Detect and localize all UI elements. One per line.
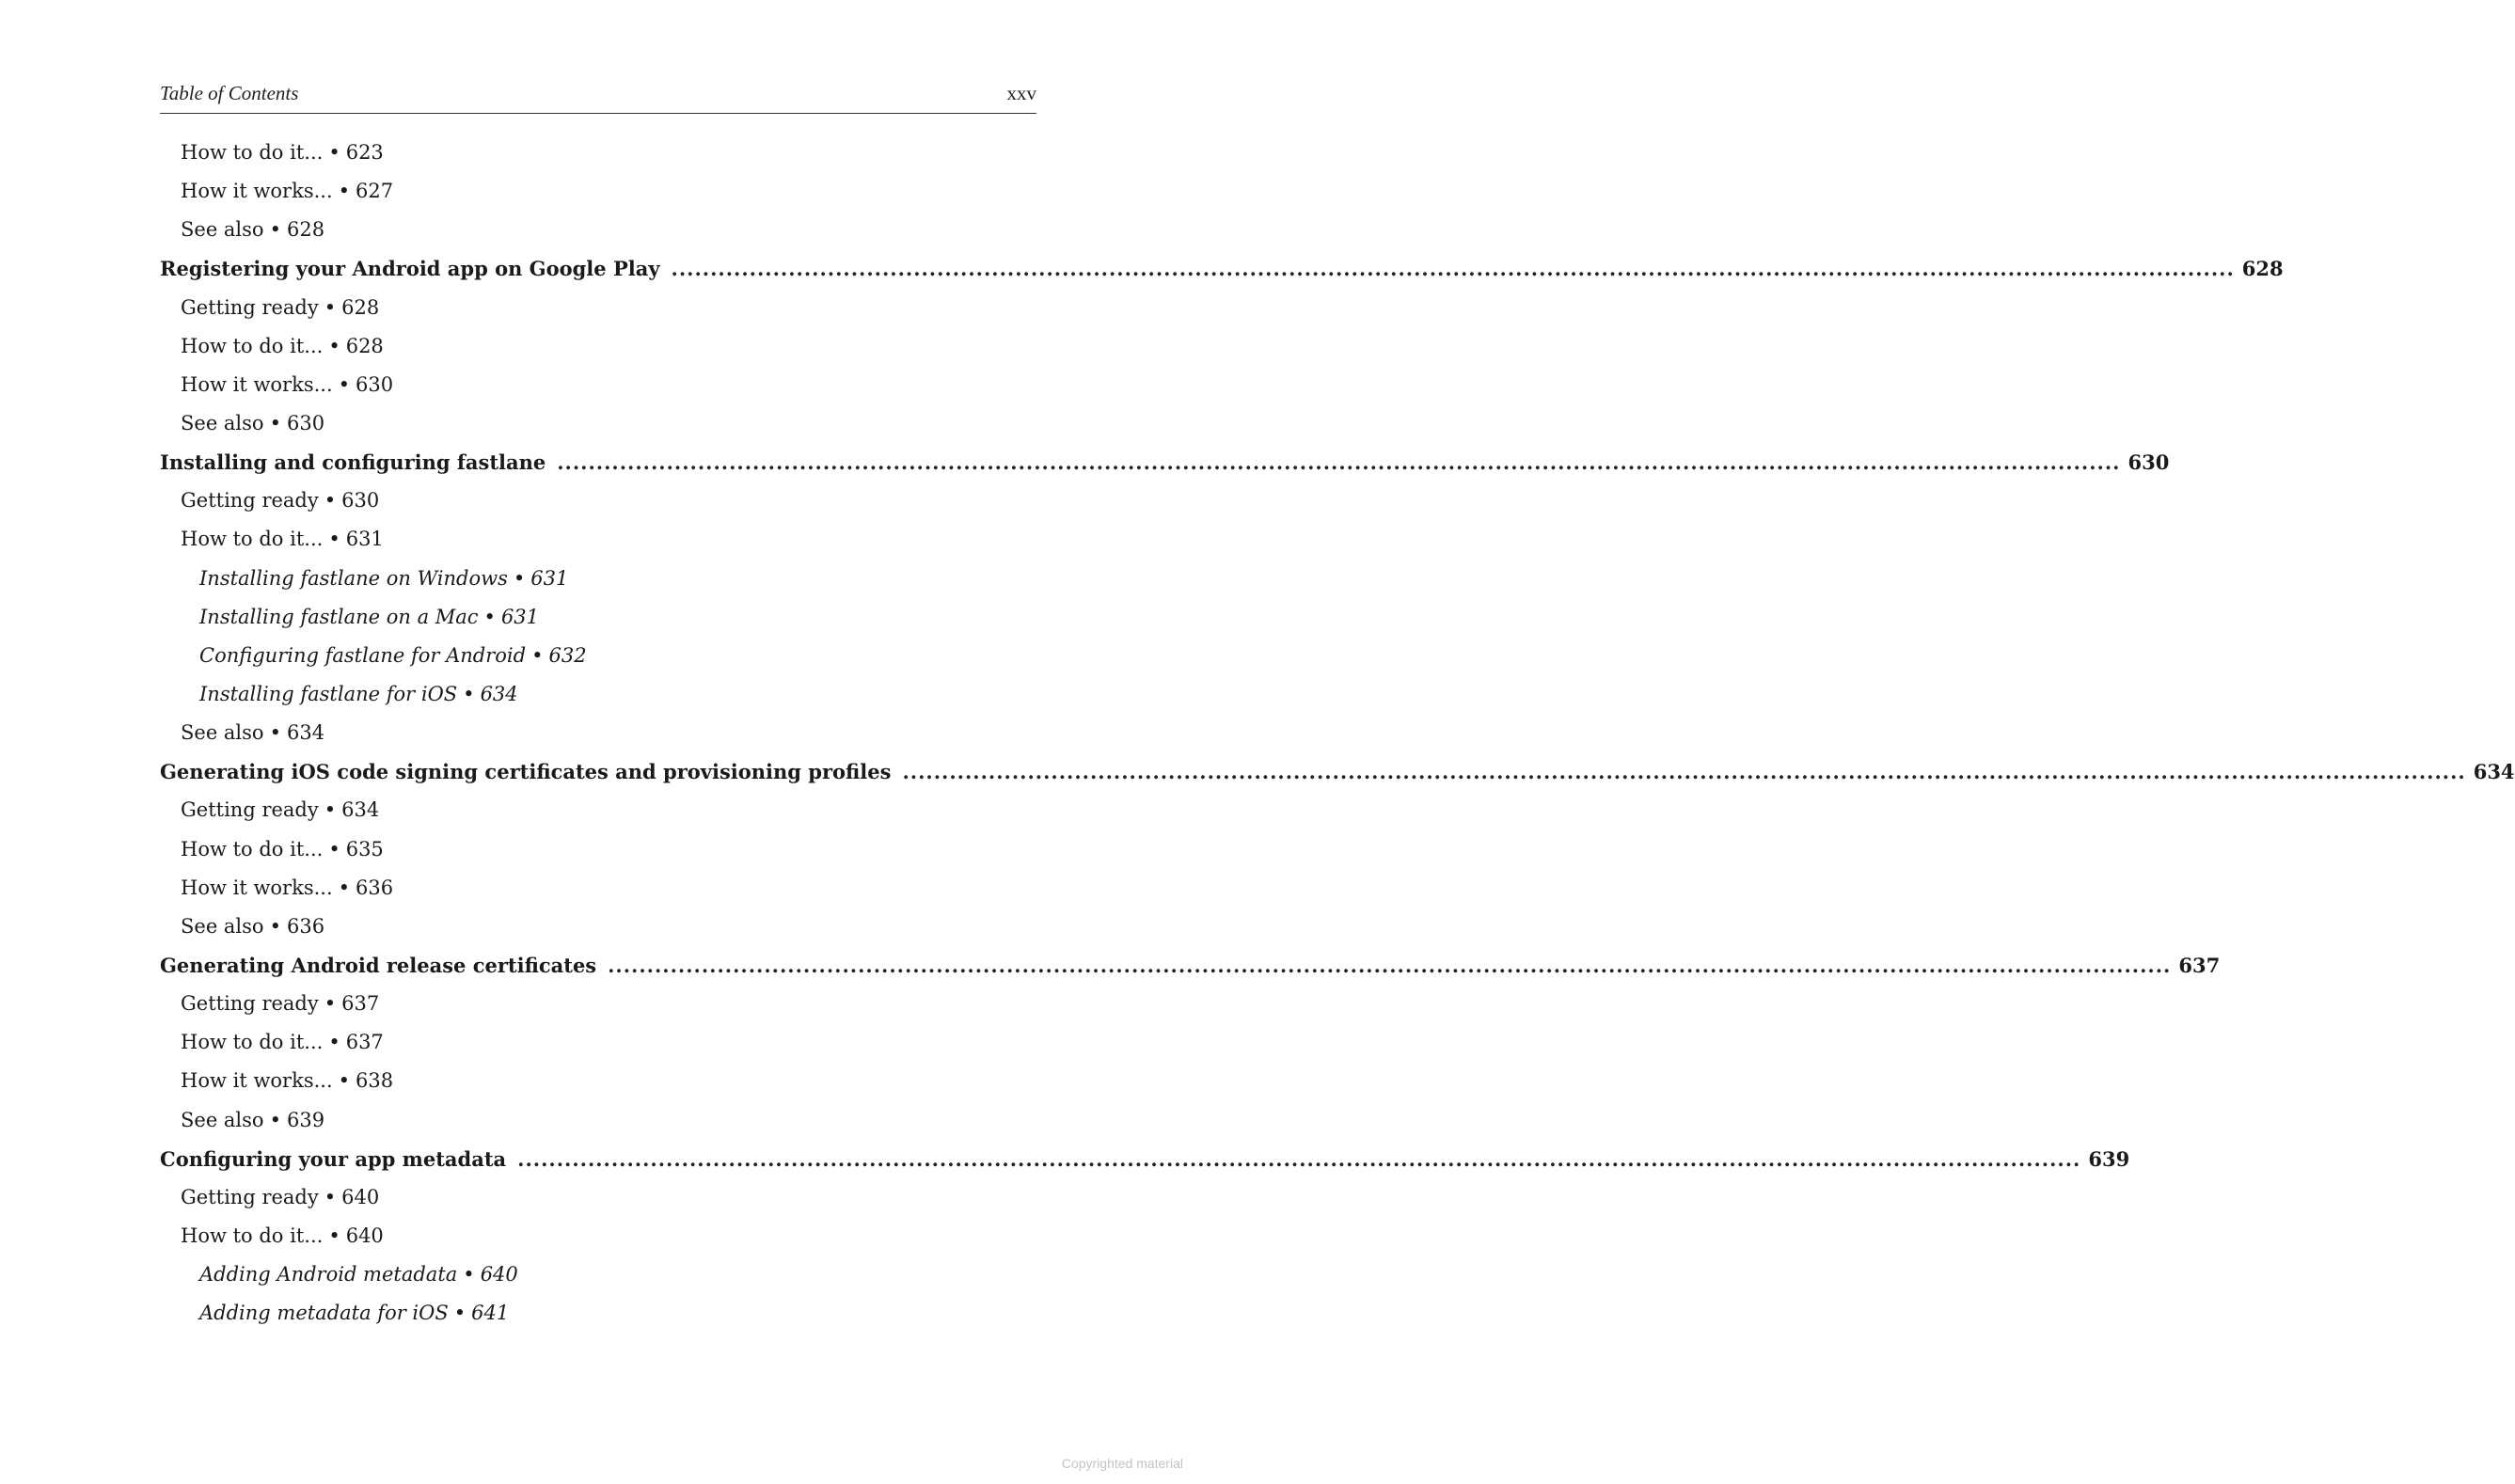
bullet-separator: • — [324, 992, 337, 1016]
running-header-page-number: xxv — [1006, 82, 1036, 104]
toc-entry-page-number: 637 — [2178, 953, 2221, 977]
copyright-watermark: Copyrighted material — [1061, 1456, 1183, 1471]
bullet-separator: • — [513, 566, 526, 590]
toc-subsubsection-entry[interactable] — [160, 1294, 1036, 1333]
bullet-separator: • — [338, 1069, 351, 1093]
toc-entry-page-number: 637 — [345, 1031, 384, 1054]
toc-entry-page-number: 636 — [356, 876, 394, 899]
toc-entry-page-number: 632 — [548, 643, 587, 667]
bullet-separator: • — [531, 643, 544, 667]
toc-entry-title: Getting ready — [181, 798, 319, 822]
toc-entry-page-number: 640 — [345, 1224, 384, 1247]
bullet-separator: • — [338, 876, 351, 899]
table-of-contents — [160, 134, 2515, 1333]
toc-entry-title: How to do it... — [181, 837, 324, 860]
bullet-separator: • — [328, 1031, 340, 1054]
toc-entry-page-number: 634 — [286, 721, 325, 745]
bullet-separator: • — [324, 489, 337, 513]
toc-entry-title: Getting ready — [181, 1185, 319, 1208]
toc-subsection-entry[interactable] — [160, 482, 1036, 520]
bullet-separator: • — [269, 411, 281, 434]
dot-leader: ........................................................................................................................................................................................................ — [671, 257, 2235, 281]
toc-entry-page-number: 641 — [471, 1302, 510, 1325]
toc-entry-page-number: 628 — [341, 295, 380, 319]
toc-entry-page-number: 630 — [286, 411, 325, 434]
toc-entry-title: Installing fastlane on a Mac — [199, 605, 479, 628]
toc-entry-title: Configuring fastlane for Android — [199, 643, 527, 667]
toc-subsubsection-entry[interactable] — [160, 560, 1036, 598]
bullet-separator: • — [328, 1224, 340, 1247]
bullet-separator: • — [483, 605, 496, 628]
bullet-separator: • — [338, 372, 351, 396]
bullet-separator: • — [324, 295, 337, 319]
toc-entry-title: How it works... — [181, 180, 333, 203]
page-header — [160, 79, 1036, 114]
toc-subsection-entry[interactable] — [160, 211, 1036, 249]
toc-subsubsection-entry[interactable] — [160, 637, 1036, 675]
bullet-separator: • — [324, 1185, 337, 1208]
toc-entry-page-number: 627 — [356, 180, 394, 203]
toc-entry-title: See also — [181, 914, 264, 938]
toc-subsection-entry[interactable] — [160, 830, 1036, 869]
bullet-separator: • — [324, 798, 337, 822]
toc-entry-title: Getting ready — [181, 489, 319, 513]
toc-subsection-entry[interactable] — [160, 908, 1036, 946]
toc-entry-page-number: 638 — [356, 1069, 394, 1093]
toc-entry-page-number: 631 — [530, 566, 569, 590]
toc-entry-page-number: 628 — [286, 218, 325, 242]
toc-entry-page-number: 628 — [345, 334, 384, 357]
toc-subsection-entry[interactable] — [160, 1178, 1036, 1217]
toc-entry-title: How to do it... — [181, 1224, 324, 1247]
bullet-separator: • — [269, 914, 281, 938]
dot-leader: ........................................................................................................................................................................................................ — [608, 953, 2172, 977]
toc-entry-page-number: 639 — [2088, 1146, 2130, 1171]
bullet-separator: • — [269, 721, 281, 745]
toc-subsection-entry[interactable] — [160, 1101, 1036, 1140]
toc-entry-title: How to do it... — [181, 528, 324, 551]
toc-entry-page-number: 630 — [341, 489, 380, 513]
toc-subsection-entry[interactable] — [160, 289, 1036, 327]
toc-entry-page-number: 634 — [341, 798, 380, 822]
toc-entry-title: Generating Android release certificates — [160, 953, 597, 977]
toc-entry-page-number: 634 — [2473, 760, 2515, 784]
running-header-title: Table of Contents — [160, 82, 299, 104]
toc-entry-page-number: 628 — [2241, 257, 2284, 281]
toc-subsection-entry[interactable] — [160, 172, 1036, 211]
toc-subsubsection-entry[interactable] — [160, 675, 1036, 714]
bullet-separator: • — [269, 1108, 281, 1131]
dot-leader: ........................................................................................................................................................................................................ — [517, 1146, 2081, 1171]
toc-entry-page-number: 623 — [345, 141, 384, 164]
toc-entry-title: How to do it... — [181, 141, 324, 164]
toc-subsection-entry[interactable] — [160, 1217, 1036, 1255]
toc-entry-page-number: 640 — [480, 1263, 518, 1287]
toc-subsection-entry[interactable] — [160, 327, 1036, 366]
toc-section-entry[interactable] — [160, 752, 2515, 791]
toc-entry-title: Generating iOS code signing certificates and provisioning profiles — [160, 760, 892, 784]
toc-subsection-entry[interactable] — [160, 520, 1036, 559]
toc-subsubsection-entry[interactable] — [160, 598, 1036, 637]
toc-entry-title: Adding metadata for iOS — [199, 1302, 449, 1325]
toc-section-entry[interactable] — [160, 443, 2170, 482]
toc-entry-title: How it works... — [181, 876, 333, 899]
bullet-separator: • — [463, 1263, 475, 1287]
toc-subsection-entry[interactable] — [160, 1062, 1036, 1100]
toc-subsection-entry[interactable] — [160, 791, 1036, 829]
toc-entry-title: Configuring your app metadata — [160, 1146, 507, 1171]
toc-entry-page-number: 636 — [286, 914, 325, 938]
toc-subsection-entry[interactable] — [160, 1023, 1036, 1062]
bullet-separator: • — [328, 334, 340, 357]
toc-entry-page-number: 631 — [345, 528, 384, 551]
bullet-separator: • — [328, 837, 340, 860]
toc-entry-title: See also — [181, 721, 264, 745]
toc-entry-title: Installing and configuring fastlane — [160, 450, 546, 475]
toc-entry-page-number: 634 — [480, 682, 518, 705]
bullet-separator: • — [453, 1302, 467, 1325]
toc-entry-title: Adding Android metadata — [199, 1263, 458, 1287]
toc-subsubsection-entry[interactable] — [160, 1255, 1036, 1294]
toc-subsection-entry[interactable] — [160, 404, 1036, 443]
toc-entry-title: Getting ready — [181, 992, 319, 1016]
toc-entry-title: How it works... — [181, 1069, 333, 1093]
bullet-separator: • — [463, 682, 475, 705]
dot-leader: ........................................................................................................................................................................................................ — [557, 450, 2121, 475]
bullet-separator: • — [328, 141, 340, 164]
bullet-separator: • — [328, 528, 340, 551]
toc-entry-page-number: 630 — [356, 372, 394, 396]
toc-subsection-entry[interactable] — [160, 714, 1036, 752]
toc-entry-title: How to do it... — [181, 334, 324, 357]
toc-entry-page-number: 637 — [341, 992, 380, 1016]
toc-entry-title: How to do it... — [181, 1031, 324, 1054]
toc-entry-title: Installing fastlane on Windows — [199, 566, 508, 590]
toc-entry-title: Registering your Android app on Google Play — [160, 257, 660, 281]
toc-entry-page-number: 630 — [2127, 450, 2170, 475]
toc-entry-title: See also — [181, 1108, 264, 1131]
toc-entry-title: See also — [181, 411, 264, 434]
toc-entry-title: See also — [181, 218, 264, 242]
toc-entry-title: How it works... — [181, 372, 333, 396]
toc-entry-title: Installing fastlane for iOS — [199, 682, 458, 705]
toc-subsection-entry[interactable] — [160, 366, 1036, 404]
toc-entry-page-number: 635 — [345, 837, 384, 860]
toc-entry-page-number: 640 — [341, 1185, 380, 1208]
toc-subsection-entry[interactable] — [160, 134, 1036, 172]
toc-section-entry[interactable] — [160, 249, 2284, 288]
toc-section-entry[interactable] — [160, 946, 2221, 985]
toc-entry-page-number: 631 — [500, 605, 540, 628]
dot-leader: ........................................................................................................................................................................................................ — [902, 760, 2466, 784]
toc-subsection-entry[interactable] — [160, 869, 1036, 908]
toc-entry-title: Getting ready — [181, 295, 319, 319]
toc-entry-page-number: 639 — [286, 1108, 325, 1131]
toc-subsection-entry[interactable] — [160, 985, 1036, 1023]
toc-section-entry[interactable] — [160, 1140, 2130, 1178]
bullet-separator: • — [269, 218, 281, 242]
bullet-separator: • — [338, 180, 351, 203]
